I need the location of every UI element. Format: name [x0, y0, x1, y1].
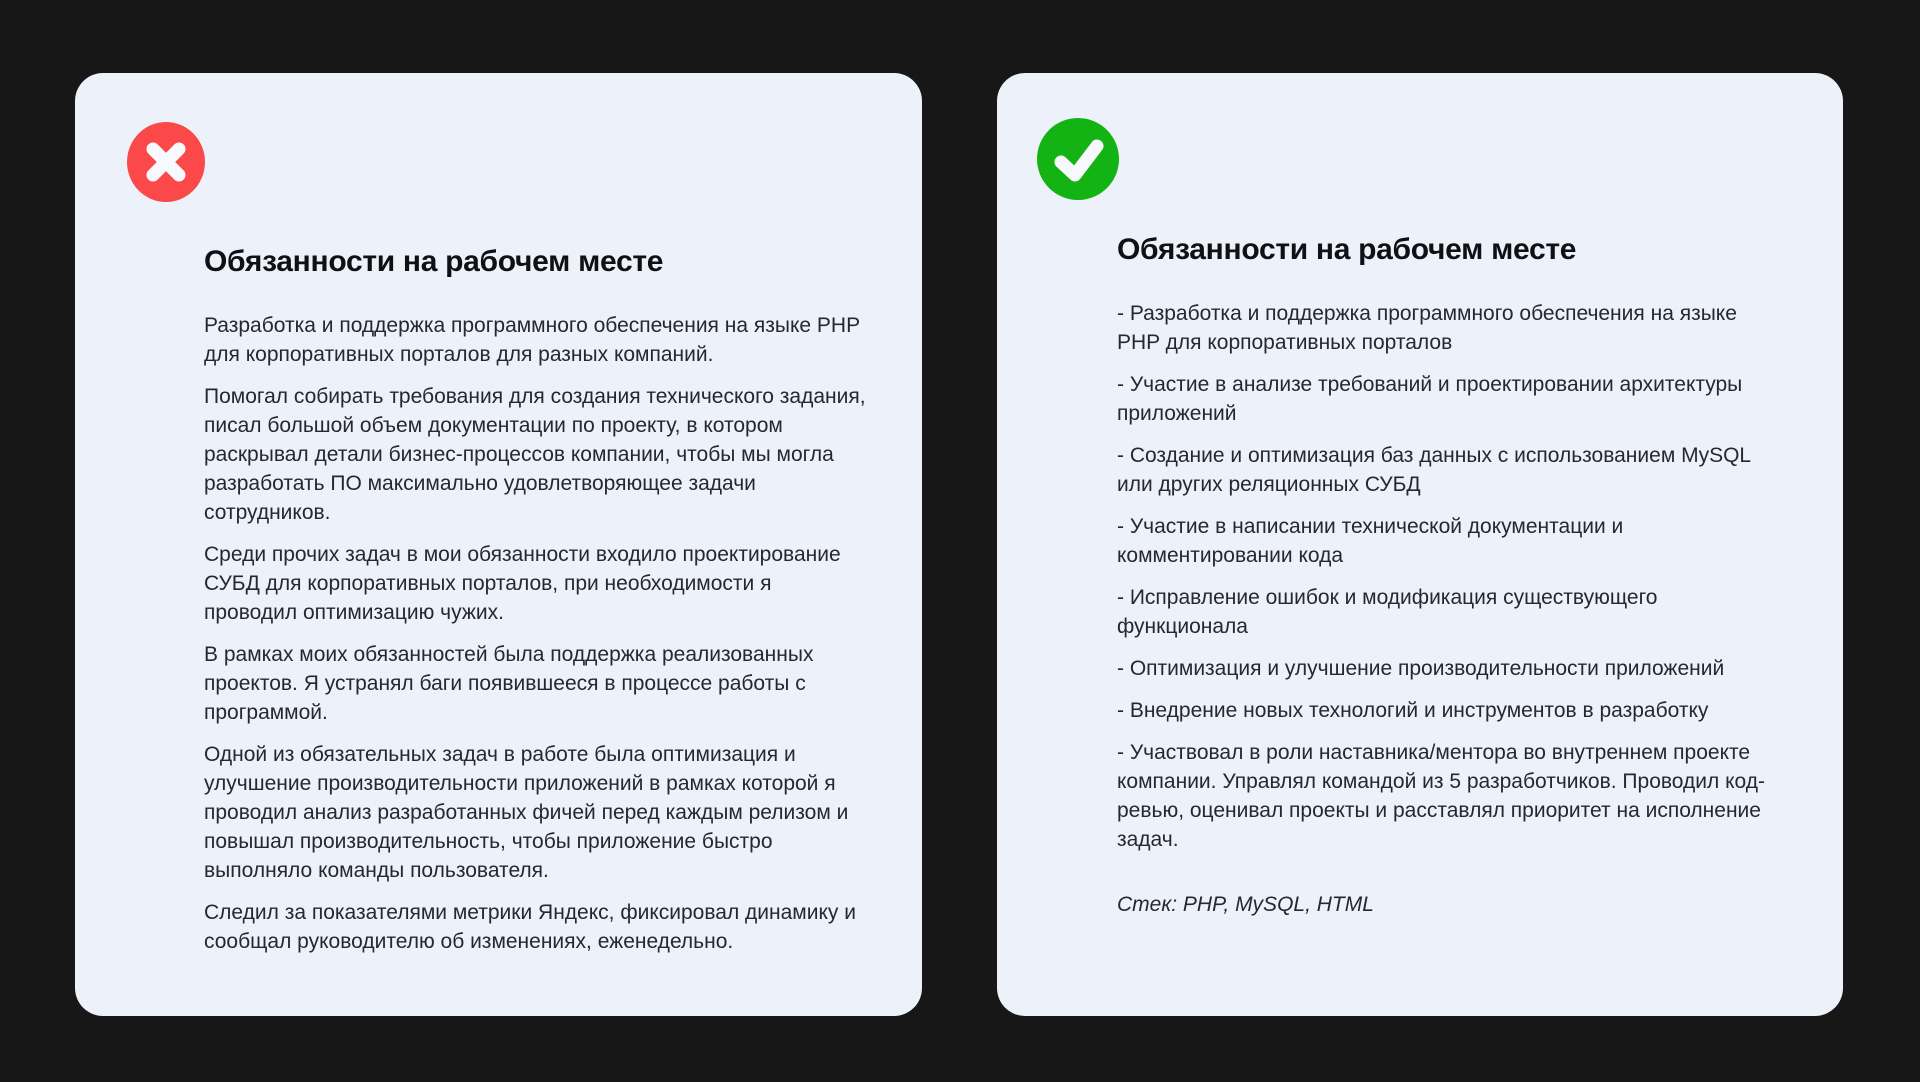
bullet-item: - Исправление ошибок и модификация существующего функционала	[1117, 586, 1658, 638]
good-example-card	[997, 73, 1843, 1016]
body-paragraph: В рамках моих обязанностей была поддержка реализованных проектов. Я устранял баги появившееся в процессе работы с программой.	[204, 643, 814, 724]
check-icon	[1037, 118, 1119, 200]
body-paragraph: Следил за показателями метрики Яндекс, фиксировал динамику и сообщал руководителю об изменениях, еженедельно.	[204, 901, 856, 953]
bad-example-card	[75, 73, 922, 1016]
stack-note: Стек: PHP, MySQL, HTML	[1117, 893, 1374, 916]
bullet-item: - Оптимизация и улучшение производительности приложений	[1117, 657, 1725, 680]
bullet-item: - Создание и оптимизация баз данных с использованием MySQL или других реляционных СУБД	[1117, 444, 1751, 496]
card-title: Обязанности на рабочем месте	[204, 245, 664, 278]
bullet-item: - Участие в написании технической документации и комментировании кода	[1117, 515, 1624, 567]
body-paragraph: Помогал собирать требования для создания технического задания, писал большой объем документации по проекту, в котором раскрывал детали бизнес-процессов компании, чтобы мы могла разработать ПО максимально удовлетворяющее задачи сотрудников.	[204, 385, 866, 524]
bullet-item: - Участвовал в роли наставника/ментора во внутреннем проекте компании. Управлял командой из 5 разработчиков. Проводил код-ревью, оценивал проекты и расставлял приоритет на исполнение задач.	[1117, 741, 1765, 851]
body-paragraph: Разработка и поддержка программного обеспечения на языке PHP для корпоративных порталов для разных компаний.	[204, 314, 860, 366]
body-paragraph: Среди прочих задач в мои обязанности входило проектирование СУБД для корпоративных порталов, при необходимости я проводил оптимизацию чужих.	[204, 543, 841, 624]
body-paragraph: Одной из обязательных задач в работе была оптимизация и улучшение производительности приложений в рамках которой я проводил анализ разработанных фичей перед каждым релизом и повышал производительность, чтобы приложение быстро выполняло команды пользователя.	[204, 743, 849, 882]
good-card-content	[1117, 231, 1779, 919]
bullet-item: - Внедрение новых технологий и инструментов в разработку	[1117, 699, 1709, 722]
bullet-item: - Разработка и поддержка программного обеспечения на языке PHP для корпоративных порталов	[1117, 302, 1737, 354]
bullet-item: - Участие в анализе требований и проектировании архитектуры приложений	[1117, 373, 1743, 425]
bad-card-content	[204, 243, 866, 956]
card-title: Обязанности на рабочем месте	[1117, 233, 1577, 266]
cross-icon	[127, 122, 205, 202]
